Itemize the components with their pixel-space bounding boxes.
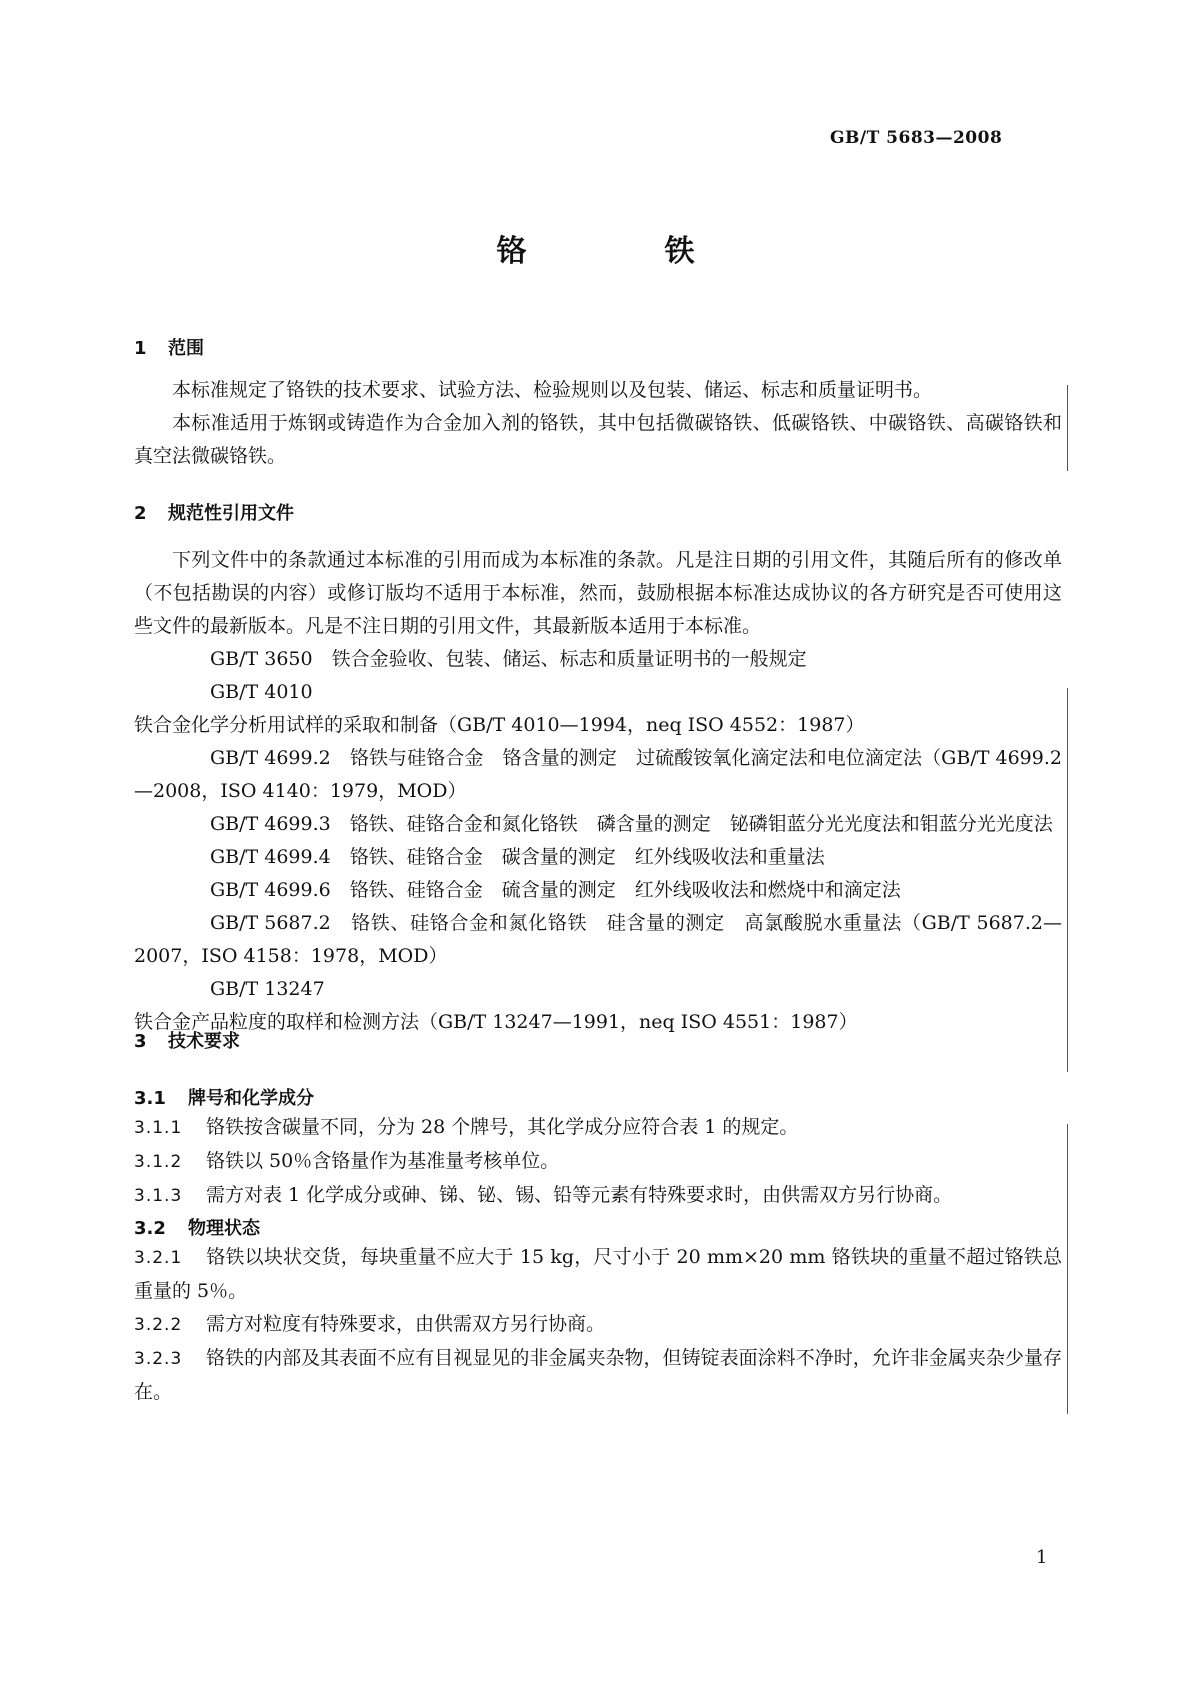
subsection-title: 物理状态 (188, 1218, 260, 1239)
clause-text: 铬铁按含碳量不同，分为 28 个牌号，其化学成分应符合表 1 的规定。 (206, 1116, 799, 1138)
reference-code: GB/T 4699.4 (210, 846, 331, 868)
paragraph: 本标准适用于炼钢或铸造作为合金加入剂的铬铁，其中包括微碳铬铁、低碳铬铁、中碳铬铁、高碳铬铁和真空法微碳铬铁。 (134, 412, 1062, 467)
reference-title: 铁合金产品粒度的取样和检测方法（GB/T 13247—1991，neq ISO 4551：1987） (134, 1011, 858, 1033)
reference-code: GB/T 4699.3 (210, 813, 331, 835)
reference-title: 铁合金化学分析用试样的采取和制备（GB/T 4010—1994，neq ISO 4552：1987） (134, 714, 865, 736)
section-title: 技术要求 (168, 1031, 240, 1052)
clause-number: 3.1.2 (134, 1152, 183, 1172)
section-number: 2 (134, 503, 147, 524)
reference-title: 铬铁、硅铬合金和氮化铬铁 硅含量的测定 高氯酸脱水重量法（GB/T 5687.2—2007，ISO 4158：1978，MOD） (134, 912, 1062, 967)
change-bar (1067, 385, 1068, 471)
section-1-body (134, 374, 1062, 473)
reference-code: GB/T 4010 (210, 681, 313, 703)
subsection-3-1-heading (134, 1084, 314, 1110)
reference-title: 铬铁与硅铬合金 铬含量的测定 过硫酸铵氧化滴定法和电位滴定法（GB/T 4699.2—2008，ISO 4140：1979，MOD） (134, 747, 1062, 802)
change-bar (1067, 1124, 1068, 1414)
reference-title: 铬铁、硅铬合金 硫含量的测定 红外线吸收法和燃烧中和滴定法 (349, 879, 901, 901)
clause-number: 3.2.3 (134, 1349, 183, 1369)
reference-item (134, 907, 1062, 973)
reference-code: GB/T 4699.2 (210, 747, 331, 769)
reference-code: GB/T 3650 (210, 648, 313, 670)
section-title: 规范性引用文件 (168, 503, 294, 524)
section-title: 范围 (168, 338, 204, 359)
clause (134, 1342, 1062, 1409)
reference-title: 铁合金验收、包装、储运、标志和质量证明书的一般规定 (331, 648, 807, 670)
reference-item (134, 973, 1062, 1039)
clause (134, 1145, 1062, 1179)
section-number: 3 (134, 1031, 147, 1052)
change-bar (1067, 688, 1068, 1072)
clause-text: 需方对表 1 化学成分或砷、锑、铋、锡、铅等元素有特殊要求时，由供需双方另行协商。 (206, 1184, 953, 1206)
reference-item (134, 808, 1062, 841)
reference-item (134, 742, 1062, 808)
clause (134, 1111, 1062, 1145)
reference-item (134, 841, 1062, 874)
page-number: 1 (1036, 1547, 1048, 1568)
reference-item (134, 874, 1062, 907)
section-2-body (134, 544, 1062, 1039)
subsection-3-2-body (134, 1241, 1062, 1409)
document-title: 铬 铁 (496, 234, 749, 269)
paragraph: 本标准规定了铬铁的技术要求、试验方法、检验规则以及包装、储运、标志和质量证明书。 (172, 379, 933, 401)
section-1-heading (134, 334, 204, 360)
reference-code: GB/T 4699.6 (210, 879, 331, 901)
reference-item (134, 676, 1062, 742)
section-3-heading (134, 1027, 240, 1053)
subsection-title: 牌号和化学成分 (188, 1088, 314, 1109)
clause-number: 3.2.1 (134, 1248, 183, 1268)
standard-number: GB/T 5683—2008 (830, 128, 1003, 148)
section-2-heading (134, 499, 294, 525)
reference-title: 铬铁、硅铬合金和氮化铬铁 磷含量的测定 铋磷钼蓝分光光度法和钼蓝分光光度法 (349, 813, 1053, 835)
subsection-3-2-heading (134, 1214, 260, 1240)
subsection-3-1-body (134, 1111, 1062, 1213)
paragraph: 下列文件中的条款通过本标准的引用而成为本标准的条款。凡是注日期的引用文件，其随后所有的修改单（不包括勘误的内容）或修订版均不适用于本标准，然而，鼓励根据本标准达成协议的各方研究是否可使用这些文件的最新版本。凡是不注日期的引用文件，其最新版本适用于本标准。 (134, 549, 1062, 637)
reference-item (134, 643, 1062, 676)
reference-code: GB/T 5687.2 (210, 912, 331, 934)
clause-text: 铬铁以 50％含铬量作为基准量考核单位。 (206, 1150, 560, 1172)
clause-number: 3.1.3 (134, 1186, 183, 1206)
subsection-number: 3.2 (134, 1218, 166, 1239)
clause-text: 铬铁以块状交货，每块重量不应大于 15 kg，尺寸小于 20 mm×20 mm 铬铁块的重量不超过铬铁总重量的 5％。 (134, 1246, 1062, 1302)
clause-number: 3.1.1 (134, 1118, 183, 1138)
reference-title: 铬铁、硅铬合金 碳含量的测定 红外线吸收法和重量法 (349, 846, 825, 868)
clause (134, 1179, 1062, 1213)
clause-text: 需方对粒度有特殊要求，由供需双方另行协商。 (206, 1313, 606, 1335)
clause-number: 3.2.2 (134, 1315, 183, 1335)
reference-code: GB/T 13247 (210, 978, 325, 1000)
clause-text: 铬铁的内部及其表面不应有目视显见的非金属夹杂物，但铸锭表面涂料不净时，允许非金属夹杂少量存在。 (134, 1347, 1062, 1403)
section-number: 1 (134, 338, 147, 359)
clause (134, 1308, 1062, 1342)
clause (134, 1241, 1062, 1308)
subsection-number: 3.1 (134, 1088, 166, 1109)
